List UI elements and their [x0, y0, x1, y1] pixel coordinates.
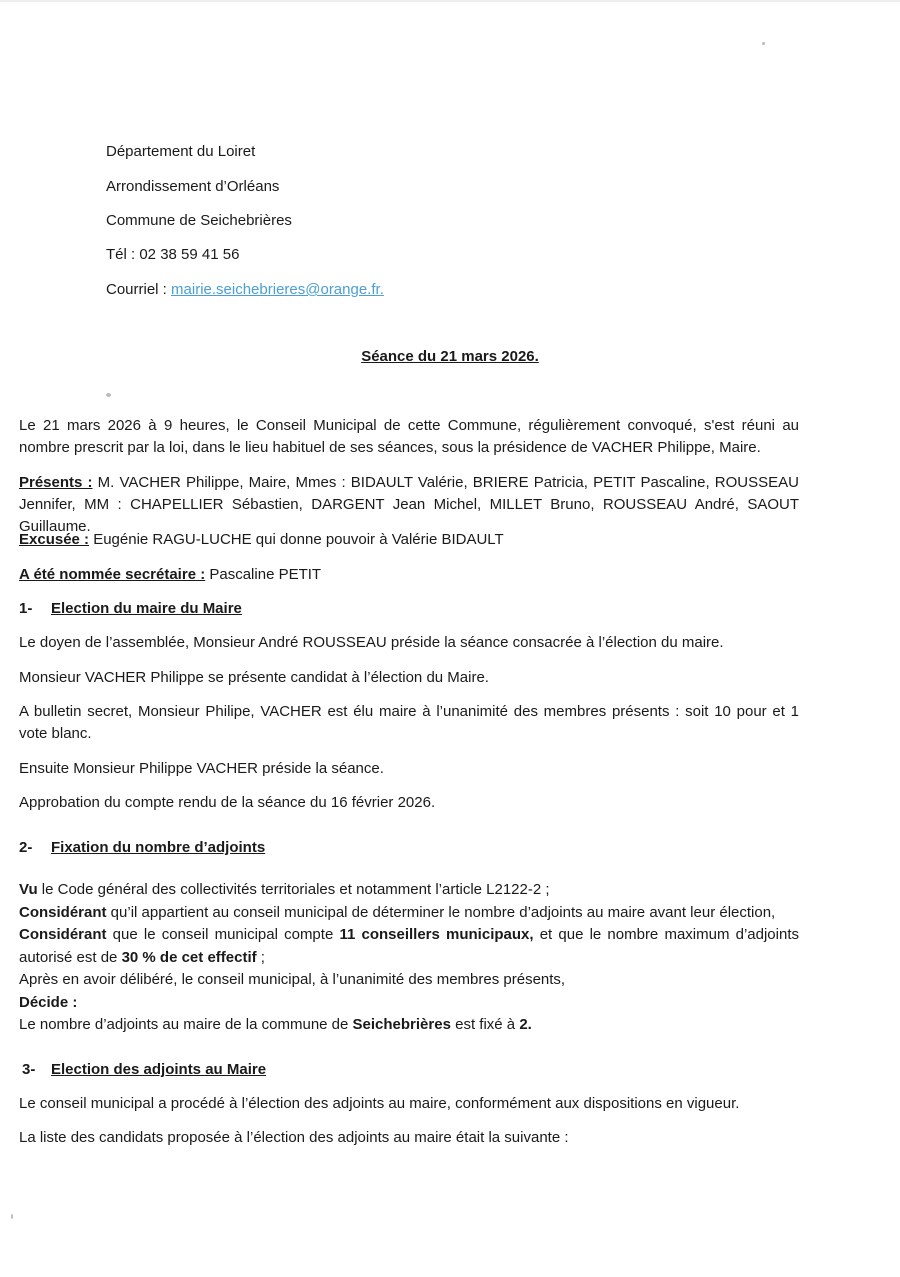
result-text-b: est fixé à: [450, 1016, 520, 1033]
result-text-a: Le nombre d’adjoints au maire de la commune de: [19, 1016, 353, 1033]
scan-speck: [762, 42, 765, 45]
section1-heading: [19, 598, 799, 620]
excusee-label: Excusée :: [19, 531, 90, 548]
section1-number: 1-: [19, 600, 33, 617]
scan-top-edge: [0, 0, 900, 2]
considerant-2-bold-a: 11 conseillers municipaux,: [339, 926, 534, 943]
secretaire-paragraph: [19, 564, 799, 586]
vu-label: Vu: [19, 881, 38, 898]
section2-heading: [19, 837, 799, 859]
scan-speck: [11, 1214, 13, 1219]
result-commune: Seichebrières: [352, 1016, 451, 1033]
presents-label: Présents :: [19, 474, 93, 491]
section1-p5: Approbation du compte rendu de la séance du 16 février 2026.: [19, 794, 436, 811]
phone-line: Tél : 02 38 59 41 56: [106, 246, 240, 263]
section3-heading: [22, 1059, 802, 1081]
scan-speck: [106, 393, 111, 397]
email-label: Courriel :: [106, 281, 172, 298]
apres-deliberation: Après en avoir délibéré, le conseil municipal, à l’unanimité des membres présents,: [19, 971, 566, 988]
considerant-1-label: Considérant: [19, 903, 107, 921]
secretaire-label: A été nommée secrétaire :: [19, 566, 206, 583]
decision-result: [19, 1014, 799, 1037]
considerant-2-bold-b: 30 % de cet effectif: [121, 948, 257, 966]
email-line: [106, 280, 384, 300]
email-link[interactable]: mairie.seichebrieres@orange.fr: [171, 281, 380, 298]
section3-p1: Le conseil municipal a procédé à l’élection des adjoints au maire, conformément aux dispositions en vigueur.: [19, 1095, 740, 1112]
section3-p2: La liste des candidats proposée à l’élection des adjoints au maire était la suivante :: [19, 1129, 569, 1146]
arrondissement-line: Arrondissement d’Orléans: [106, 178, 280, 195]
intro-paragraph: Le 21 mars 2026 à 9 heures, le Conseil Municipal de cette Commune, régulièrement convoqué, s'est réuni au nombre prescrit par la loi, dans le lieu habituel de ses séances, sous la présidence de VACHER Philippe, Maire.: [19, 417, 799, 456]
section1-title: Election du maire du Maire: [51, 600, 242, 617]
section2-number: 2-: [19, 839, 33, 856]
section1-p1: Le doyen de l’assemblée, Monsieur André ROUSSEAU préside la séance consacrée à l’élection du maire.: [19, 634, 724, 651]
result-number: 2.: [519, 1016, 532, 1033]
section3-title: Election des adjoints au Maire: [51, 1061, 267, 1078]
decide-label: Décide :: [19, 993, 78, 1011]
considerant-2-label: Considérant: [19, 926, 107, 943]
commune-line: Commune de Seichebrières: [106, 212, 292, 229]
considerant-2-text-c: ;: [256, 948, 265, 966]
section1-p4: Ensuite Monsieur Philippe VACHER préside la séance.: [19, 760, 384, 777]
section1-p2: Monsieur VACHER Philippe se présente candidat à l’élection du Maire.: [19, 669, 489, 686]
excusee-text: Eugénie RAGU-LUCHE qui donne pouvoir à Valérie BIDAULT: [89, 531, 504, 548]
department-line: Département du Loiret: [106, 143, 256, 160]
considerant-2-text-b: et que le nombre maximum d’adjoints autorisé est de: [19, 926, 799, 966]
section1-p3: A bulletin secret, Monsieur Philipe, VACHER est élu maire à l’unanimité des membres présents : soit 10 pour et 1 vote blanc.: [19, 703, 799, 742]
considerant-2-text-a: que le conseil municipal compte: [106, 926, 340, 943]
section2-title: Fixation du nombre d’adjoints: [51, 839, 266, 856]
vu-text: le Code général des collectivités territoriales et notamment l’article L2122-2 ;: [37, 881, 550, 898]
email-suffix: .: [379, 281, 384, 298]
vu-line: [19, 879, 799, 902]
considerant-1: [19, 902, 799, 925]
considerant-2: [19, 924, 799, 969]
presents-text: M. VACHER Philippe, Maire, Mmes : BIDAULT Valérie, BRIERE Patricia, PETIT Pascaline, ROUSSEAU Jennifer, MM : CHAPELLIER Sébastien, DARGENT Jean Michel, MILLET Bruno, ROUSSEAU André, SAOUT Guillaume.: [19, 474, 799, 535]
session-title: Séance du 21 mars 2026.: [361, 348, 539, 365]
secretaire-text: Pascaline PETIT: [205, 566, 322, 583]
section3-number: 3-: [22, 1061, 36, 1078]
considerant-1-text: qu’il appartient au conseil municipal de déterminer le nombre d’adjoints au maire avant leur élection,: [106, 903, 776, 921]
excusee-paragraph: [19, 529, 799, 551]
section2-body: [19, 879, 799, 1037]
